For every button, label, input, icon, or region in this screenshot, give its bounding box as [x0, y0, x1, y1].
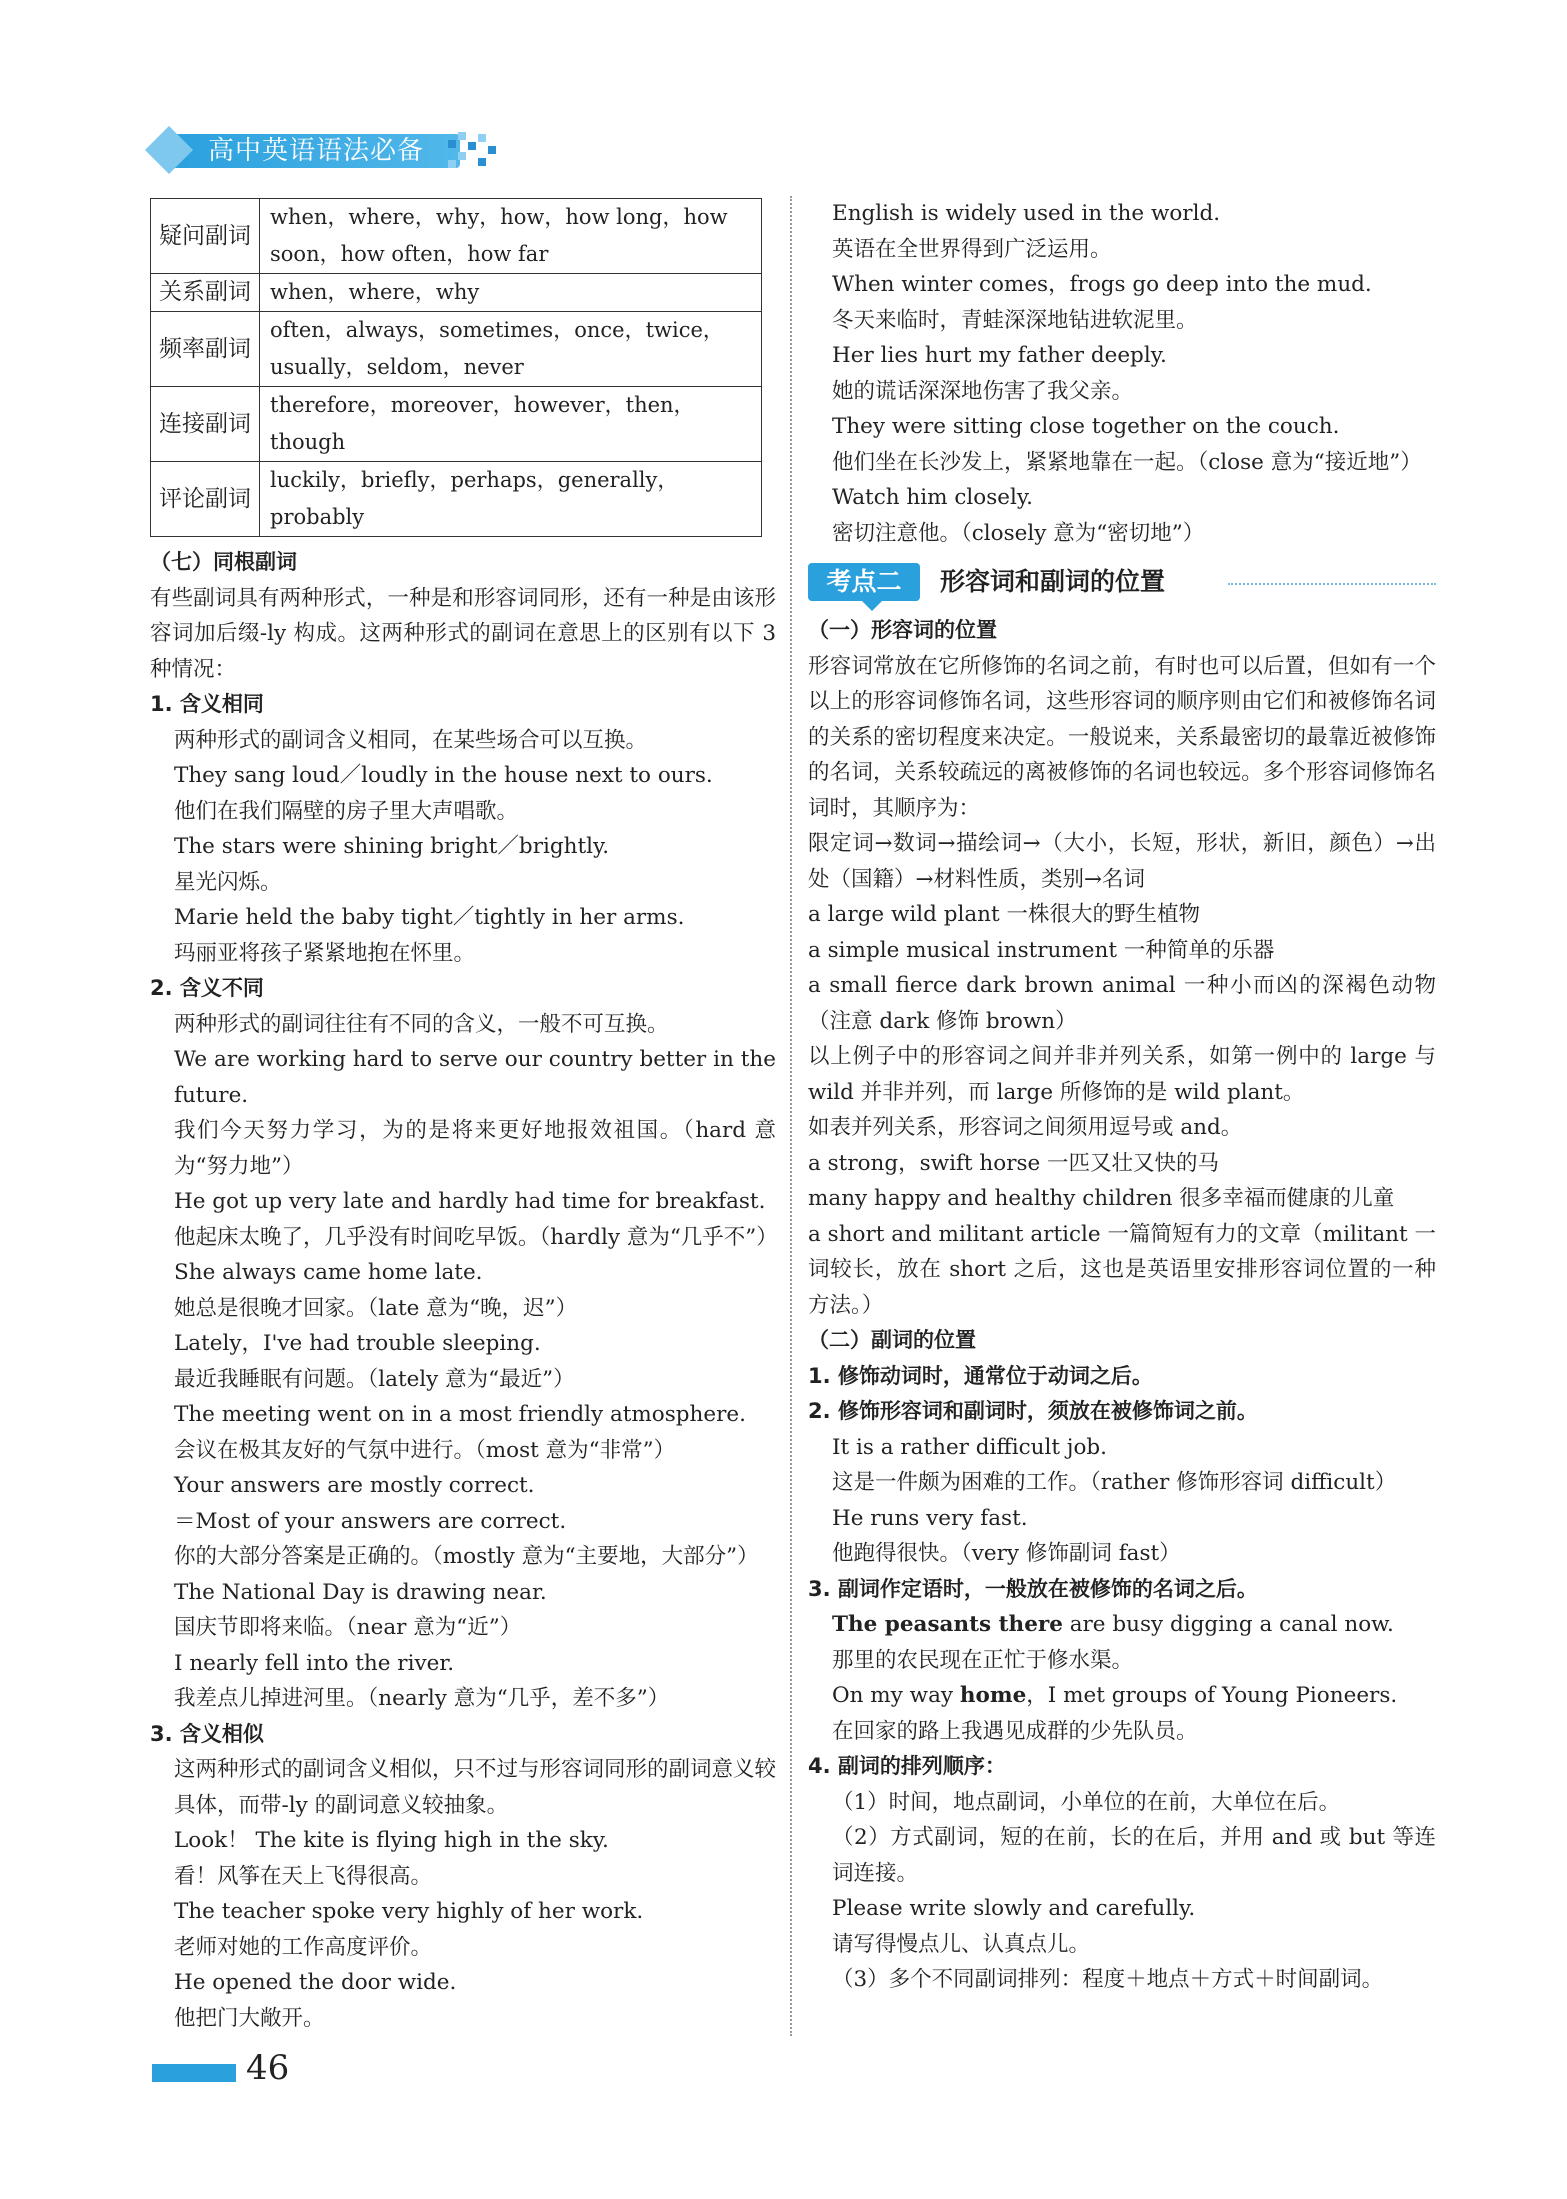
example-line: [808, 1607, 1436, 1643]
text-line: 这两种形式的副词含义相似，只不过与形容词同形的副词意义较具体，而带-ly 的副词意义较抽象。: [174, 1757, 777, 1818]
bold-phrase: The peasants there: [832, 1612, 1063, 1637]
text-line: 他们在我们隔壁的房子里大声唱歌。: [174, 798, 519, 824]
text-line: 玛丽亚将孩子紧紧地抱在怀里。: [174, 940, 476, 966]
text-line: 密切注意他。（closely 意为“密切地”）: [832, 520, 1205, 546]
text-line: 她总是很晚才回家。（late 意为“晚，迟”）: [174, 1295, 578, 1321]
text-line: 以上例子中的形容词之间并非并列关系，如第一例中的 large 与 wild 并非并列，而 large 所修饰的是 wild plant。: [808, 1044, 1436, 1105]
text-line: Marie held the baby tight／tightly in her arms.: [174, 905, 685, 930]
text-line: 星光闪烁。: [174, 869, 282, 895]
text-line: 看！风筝在天上飞得很高。: [174, 1863, 433, 1889]
text-line: She always came home late.: [174, 1260, 483, 1285]
text-line: The National Day is drawing near.: [174, 1579, 547, 1605]
text-line: 会议在极其友好的气氛中进行。（most 意为“非常”）: [174, 1437, 676, 1463]
text-line: 你的大部分答案是正确的。（mostly 意为“主要地，大部分”）: [174, 1544, 759, 1569]
section-title: （一）形容词的位置: [808, 618, 997, 642]
kaodian-heading: [808, 559, 1436, 607]
text-line: 国庆节即将来临。（near 意为“近”）: [174, 1615, 522, 1640]
kaodian-title: 形容词和副词的位置: [940, 567, 1166, 596]
section-intro: 有些副词具有两种形式，一种是和形容词同形，还有一种是由该形容词加后缀-ly 构成。这两种形式的副词在意思上的区别有以下 3 种情况：: [150, 585, 776, 682]
text-line: 最近我睡眠有问题。（lately 意为“最近”）: [174, 1366, 575, 1392]
header-dots-icon: [448, 132, 496, 170]
text-line: I nearly fell into the river.: [174, 1650, 455, 1676]
rule-title: 4. 副词的排列顺序：: [808, 1754, 1006, 1778]
subsection-title: 3. 含义相似: [150, 1721, 264, 1746]
text-line: many happy and healthy children 很多幸福而健康的儿童: [808, 1186, 1395, 1211]
footer-bar: [152, 2064, 236, 2082]
table-key: 疑问副词: [151, 199, 260, 274]
text-line: The stars were shining bright／brightly.: [174, 834, 610, 859]
table-row: [151, 462, 762, 537]
column-divider: [790, 196, 792, 2036]
table-key: 评论副词: [151, 462, 260, 537]
table-key: 连接副词: [151, 387, 260, 462]
text-line: 我差点儿掉进河里。（nearly 意为“几乎，差不多”）: [174, 1686, 670, 1711]
adverb-type-table: [150, 198, 762, 537]
text-line: 他起床太晚了，几乎没有时间吃早饭。（hardly 意为“几乎不”）: [174, 1224, 778, 1250]
text-line: They sang loud／loudly in the house next to ours.: [174, 763, 713, 788]
table-key: 关系副词: [151, 274, 260, 312]
table-row: [151, 274, 762, 312]
header-title: 高中英语语法必备: [208, 136, 425, 166]
subsection-title: 1. 含义相同: [150, 692, 264, 716]
example-rest: are busy digging a canal now.: [1062, 1612, 1394, 1637]
text-line: a small fierce dark brown animal 一种小而凶的深褐色动物（注意 dark 修饰 brown）: [808, 973, 1436, 1034]
text-line: Please write slowly and carefully.: [832, 1896, 1196, 1921]
text-line: The teacher spoke very highly of her work.: [174, 1899, 644, 1924]
text-line: a large wild plant 一株很大的野生植物: [808, 902, 1200, 927]
text-line: 那里的农民现在正忙于修水渠。: [832, 1647, 1134, 1673]
bold-word: home: [959, 1683, 1027, 1708]
kaodian-divider: [1228, 583, 1436, 585]
text-line: 老师对她的工作高度评价。: [174, 1934, 433, 1960]
right-column: [808, 196, 1436, 1998]
text-line: Her lies hurt my father deeply.: [832, 343, 1167, 368]
section-title: （二）副词的位置: [808, 1328, 976, 1352]
text-line: Look！ The kite is flying high in the sky.: [174, 1828, 609, 1853]
text-line: （1）时间，地点副词，小单位的在前，大单位在后。: [832, 1789, 1341, 1815]
table-value: when，where，why: [260, 274, 762, 312]
text-line: a strong，swift horse 一匹又壮又快的马: [808, 1150, 1220, 1176]
text-line: 这是一件颇为困难的工作。（rather 修饰形容词 difficult）: [832, 1470, 1397, 1495]
text-line: 如表并列关系，形容词之间须用逗号或 and。: [808, 1115, 1243, 1140]
example-line: [808, 1678, 1436, 1714]
table-row: [151, 199, 762, 274]
text-line: 两种形式的副词含义相同，在某些场合可以互换。: [174, 727, 648, 753]
text-line: English is widely used in the world.: [832, 201, 1221, 226]
text-line: They were sitting close together on the couch.: [832, 414, 1340, 439]
example-rest: ，I met groups of Young Pioneers.: [1026, 1683, 1398, 1708]
text-line: 两种形式的副词往往有不同的含义，一般不可互换。: [174, 1011, 669, 1037]
text-line: He opened the door wide.: [174, 1970, 457, 1995]
text-line: 我们今天努力学习，为的是将来更好地报效祖国。（hard 意为“努力地”）: [174, 1118, 776, 1179]
text-line: When winter comes，frogs go deep into the mud.: [832, 272, 1372, 297]
text-line: He runs very fast.: [832, 1505, 1028, 1531]
text-line: 他们坐在长沙发上，紧紧地靠在一起。（close 意为“接近地”）: [832, 449, 1422, 475]
text-line: 在回家的路上我遇见成群的少先队员。: [832, 1718, 1198, 1744]
text-line: 冬天来临时，青蛙深深地钻进软泥里。: [832, 307, 1198, 333]
text-line: The meeting went on in a most friendly atmosphere.: [174, 1402, 746, 1427]
text-line: a short and militant article 一篇简短有力的文章（militant 一词较长，放在 short 之后，这也是英语里安排形容词位置的一种方法。）: [808, 1221, 1436, 1318]
section-title: （七）同根副词: [150, 550, 297, 574]
table-row: [151, 387, 762, 462]
text-line: Your answers are mostly correct.: [174, 1473, 535, 1498]
rule-title: 3. 副词作定语时，一般放在被修饰的名词之后。: [808, 1576, 1258, 1601]
section-intro: 形容词常放在它所修饰的名词之前，有时也可以后置，但如有一个以上的形容词修饰名词，这些形容词的顺序则由它们和被修饰名词的关系的密切程度来决定。一般说来，关系最密切的最靠近被修饰的名词，关系较疏远的离被修饰的名词也较远。多个形容词修饰名词时，其顺序为：: [808, 653, 1436, 821]
text-line: He got up very late and hardly had time for breakfast.: [174, 1189, 766, 1214]
text-line: （3）多个不同副词排列：程度＋地点＋方式＋时间副词。: [832, 1967, 1384, 1992]
table-value: when，where，why，how，how long，how soon，how often，how far: [260, 199, 762, 274]
text-line: 她的谎话深深地伤害了我父亲。: [832, 378, 1134, 404]
example-start: On my way: [832, 1683, 960, 1708]
page-header: [148, 128, 528, 174]
text-line: Lately，I've had trouble sleeping.: [174, 1331, 541, 1356]
table-value: luckily，briefly，perhaps，generally，probably: [260, 462, 762, 537]
order-rule: 限定词→数词→描绘词→（大小，长短，形状，新旧，颜色）→出处（国籍）→材料性质，类别→名词: [808, 831, 1436, 892]
rule-title: 1. 修饰动词时，通常位于动词之后。: [808, 1363, 1153, 1388]
table-row: [151, 312, 762, 387]
text-line: 英语在全世界得到广泛运用。: [832, 236, 1112, 262]
table-key: 频率副词: [151, 312, 260, 387]
text-line: 请写得慢点儿、认真点儿。: [832, 1931, 1091, 1957]
text-line: We are working hard to serve our country better in the future.: [174, 1047, 776, 1108]
text-line: a simple musical instrument 一种简单的乐器: [808, 937, 1275, 963]
text-line: It is a rather difficult job.: [832, 1434, 1108, 1460]
table-value: often，always，sometimes，once，twice，usually，seldom，never: [260, 312, 762, 387]
text-line: 他把门大敞开。: [174, 2005, 325, 2031]
table-value: therefore，moreover，however，then，though: [260, 387, 762, 462]
rule-title: 2. 修饰形容词和副词时，须放在被修饰词之前。: [808, 1399, 1258, 1423]
subsection-title: 2. 含义不同: [150, 976, 264, 1000]
text-line: ＝Most of your answers are correct.: [174, 1508, 567, 1534]
text-line: Watch him closely.: [832, 485, 1033, 510]
text-line: （2）方式副词，短的在前，长的在后，并用 and 或 but 等连词连接。: [832, 1825, 1436, 1886]
page-number: 46: [246, 2048, 290, 2088]
left-column: [150, 198, 776, 2036]
kaodian-label: 考点二: [808, 563, 920, 601]
text-line: 他跑得很快。（very 修饰副词 fast）: [832, 1541, 1181, 1566]
